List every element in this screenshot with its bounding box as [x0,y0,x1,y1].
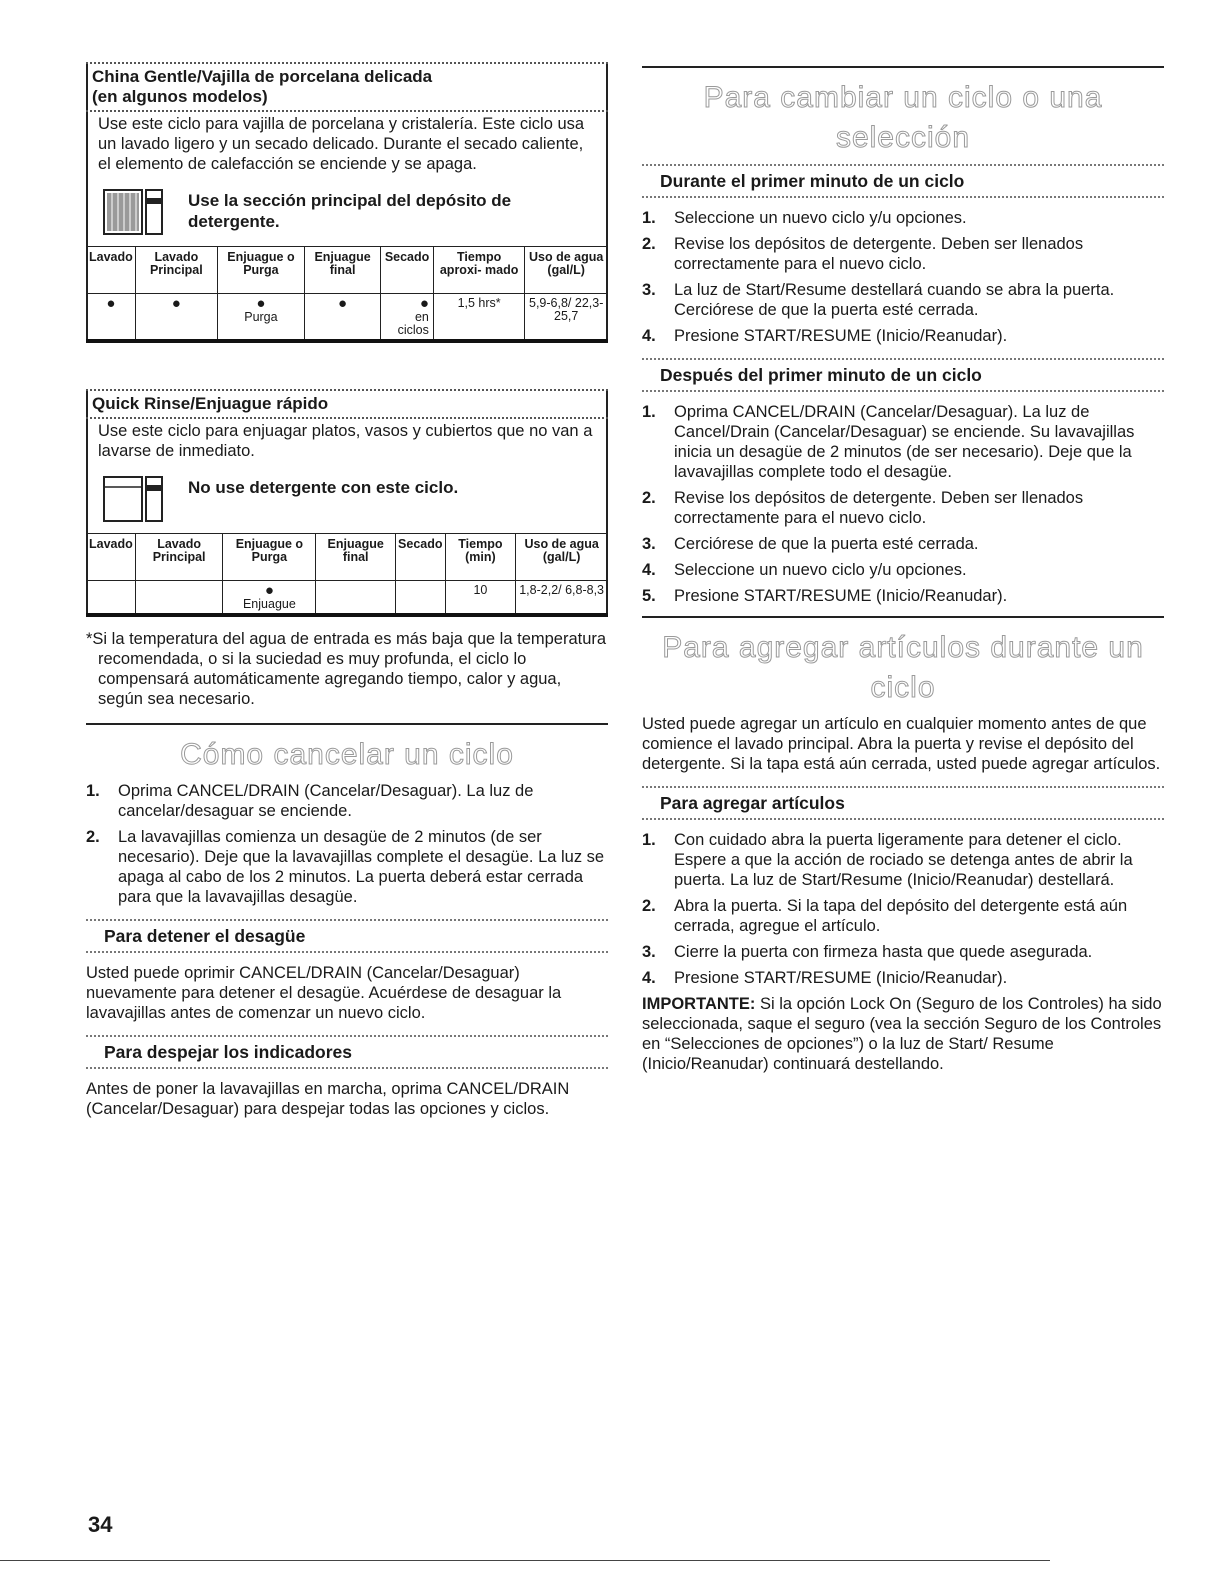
quick-detergent-note: No use detergente con este ciclo. [188,478,459,497]
section-divider [86,723,608,725]
col-header-enjuague-purga: Enjuague o Purga [223,534,316,581]
first-minute-subheading-bar [642,164,1164,198]
temperature-footnote: *Si la temperatura del agua de entrada es más baja que la temperatura recomendada, o si la suciedad es muy profunda, el ciclo lo compensará automáticamente agregando tiempo, calor y agua, según sea necesario. [86,630,607,708]
table-cell [316,581,396,616]
important-text: Si la opción Lock On (Seguro de los Controles) ha sido seleccionada, saque el seguro (vea la sección Seguro de los Controles en “Selecciones de opciones”) o la luz de Start/ Resume (Inicio/Reanudar) continuará destellando. [642,995,1162,1073]
important-note [642,994,1164,1074]
china-cycle-table [86,246,608,343]
table-row [87,294,608,342]
list-item: 2. Revise los depósitos de detergente. Deben ser llenados correctamente para el nuevo ciclo. [642,489,1084,527]
col-header-lavado-principal: Lavado Principal [135,247,217,294]
col-header-lavado: Lavado [87,534,136,581]
list-item: 3. La luz de Start/Resume destellará cuando se abra la puerta. Cerciórese de que la puerta esté cerrada. [642,281,1115,319]
col-header-lavado: Lavado [87,247,136,294]
list-item: 2. Abra la puerta. Si la tapa del depósito del detergente está aún cerrada, agregue el artículo. [642,897,1128,935]
after-first-minute-steps-list [642,402,1164,606]
table-cell-text: en ciclos [397,310,429,337]
detergent-dispenser-full-icon [98,186,168,238]
col-header-secado: Secado [381,247,434,294]
cancel-steps-list [86,781,608,907]
list-item: 4. Seleccione un nuevo ciclo y/u opciones. [642,561,967,579]
col-header-uso-agua: Uso de agua (gal/L) [516,534,608,581]
list-item: 2. La lavavajillas comienza un desagüe de 2 minutos (de ser necesario). Deje que la lavavajillas complete el desagüe. La luz se apaga al cabo de los 2 minutos. La puerta deberá estar cerrada para que la lavavajillas desagüe. [86,828,605,906]
table-cell: 5,9-6,8/ 22,3-25,7 [525,294,608,342]
list-item: 1. Oprima CANCEL/DRAIN (Cancelar/Desaguar). La luz de cancelar/desaguar se enciende. [86,782,534,820]
table-cell [87,581,136,616]
china-gentle-title-bar [86,62,608,112]
add-items-heading: Para agregar artículos durante un ciclo [662,631,1144,704]
bullet-dot: ● [264,582,274,599]
stop-drain-text: Usted puede oprimir CANCEL/DRAIN (Cancelar/Desaguar) nuevamente para detener el desagüe. Acuérdese de desaguar la lavavajillas antes de comenzar un nuevo ciclo. [86,964,562,1022]
quick-cycle-table [86,533,608,617]
china-gentle-description: Use este ciclo para vajilla de porcelana y cristalería. Este ciclo usa un lavado ligero y un secado delicado. Durante el secado caliente, el elemento de calefacción se enciende y se apaga. [98,115,585,173]
table-cell [87,294,136,342]
bullet-dot: ● [171,295,181,312]
list-item: 4. Presione START/RESUME (Inicio/Reanudar). [642,327,1008,345]
quick-rinse-box [86,389,608,617]
table-cell-text: Purga [244,310,278,324]
table-cell [135,294,217,342]
bullet-dot: ● [256,295,266,312]
section-divider [642,616,1164,618]
list-item: 1. Con cuidado abra la puerta ligeramente para detener el ciclo. Espere a que la acción de rociado se detenga antes de abrir la puerta. La luz de Start/Resume (Inicio/Reanudar) destellará. [642,831,1133,889]
china-gentle-title: China Gentle/Vajilla de porcelana delicada [92,67,433,86]
table-cell: 1,8-2,2/ 6,8-8,3 [516,581,608,616]
quick-rinse-title-bar [86,389,608,419]
table-row [87,581,608,616]
col-header-tiempo: Tiempo (min) [445,534,516,581]
list-item: 1. Seleccione un nuevo ciclo y/u opciones. [642,209,967,227]
quick-rinse-description: Use este ciclo para enjuagar platos, vasos y cubiertos que no van a lavarse de inmediato. [98,422,593,460]
after-first-minute-subheading-bar [642,358,1164,392]
change-cycle-heading: Para cambiar un ciclo o una selección [703,81,1103,154]
col-header-enjuague-final: Enjuague final [316,534,396,581]
stop-drain-subheading-bar [86,919,608,953]
right-column [642,62,1164,1074]
clear-indicators-text: Antes de poner la lavavajillas en marcha, oprima CANCEL/DRAIN (Cancelar/Desaguar) para despejar todas las opciones y ciclos. [86,1080,570,1118]
china-gentle-subtitle: (en algunos modelos) [92,87,268,106]
table-cell: 1,5 hrs* [433,294,524,342]
add-items-subheading-bar [642,786,1164,820]
left-column [86,62,608,1119]
first-minute-subheading: Durante el primer minuto de un ciclo [660,171,965,191]
after-first-minute-subheading: Después del primer minuto de un ciclo [660,365,982,385]
stop-drain-subheading: Para detener el desagüe [104,926,306,946]
col-header-uso-agua: Uso de agua (gal/L) [525,247,608,294]
list-item: 4. Presione START/RESUME (Inicio/Reanudar). [642,969,1008,987]
table-cell [223,581,316,616]
table-cell [396,581,445,616]
page-number: 34 [88,1512,113,1537]
col-header-tiempo: Tiempo aproxi- mado [433,247,524,294]
china-detergent-row [88,180,606,246]
add-items-steps-list [642,830,1164,988]
table-cell-text: Enjuague [242,597,296,611]
list-item: 3. Cerciórese de que la puerta esté cerrada. [642,535,979,553]
table-cell [135,581,223,616]
clear-indicators-subheading: Para despejar los indicadores [104,1042,353,1062]
table-cell [304,294,380,342]
col-header-enjuague-purga: Enjuague o Purga [217,247,304,294]
china-detergent-note: Use la sección principal del depósito de detergente. [188,191,512,231]
col-header-lavado-principal: Lavado Principal [135,534,223,581]
quick-rinse-title: Quick Rinse/Enjuague rápido [92,394,329,413]
list-item: 5. Presione START/RESUME (Inicio/Reanudar). [642,587,1008,605]
first-minute-steps-list [642,208,1164,346]
section-divider [642,66,1164,68]
table-cell: 10 [445,581,516,616]
list-item: 3. Cierre la puerta con firmeza hasta que quede asegurada. [642,943,1093,961]
quick-detergent-row [88,467,606,533]
col-header-enjuague-final: Enjuague final [304,247,380,294]
china-gentle-box [86,62,608,343]
footer-rule [0,1560,1050,1561]
cancel-cycle-heading: Cómo cancelar un ciclo [180,738,514,771]
clear-indicators-subheading-bar [86,1035,608,1069]
bullet-dot: ● [338,295,348,312]
col-header-secado: Secado [396,534,445,581]
important-label: IMPORTANTE: [642,995,756,1013]
list-item: 1. Oprima CANCEL/DRAIN (Cancelar/Desaguar). La luz de Cancel/Drain (Cancelar/Desaguar) se enciende. Su lavavajillas inicia un desagüe de 2 minutos (de ser necesario). Deje que la lavavajillas complete todo el desagüe. [642,403,1135,481]
table-cell [217,294,304,342]
bullet-dot: ● [106,295,116,312]
add-items-intro: Usted puede agregar un artículo en cualquier momento antes de que comience el lavado principal. Abra la puerta y revise el depósito del detergente. Si la tapa está aún cerrada, usted puede agregar artículos. [642,715,1161,773]
bullet-dot: ● [419,295,429,312]
add-items-subheading: Para agregar artículos [660,793,845,813]
table-cell [381,294,434,342]
list-item: 2. Revise los depósitos de detergente. Deben ser llenados correctamente para el nuevo ciclo. [642,235,1084,273]
detergent-dispenser-empty-icon [98,473,168,525]
